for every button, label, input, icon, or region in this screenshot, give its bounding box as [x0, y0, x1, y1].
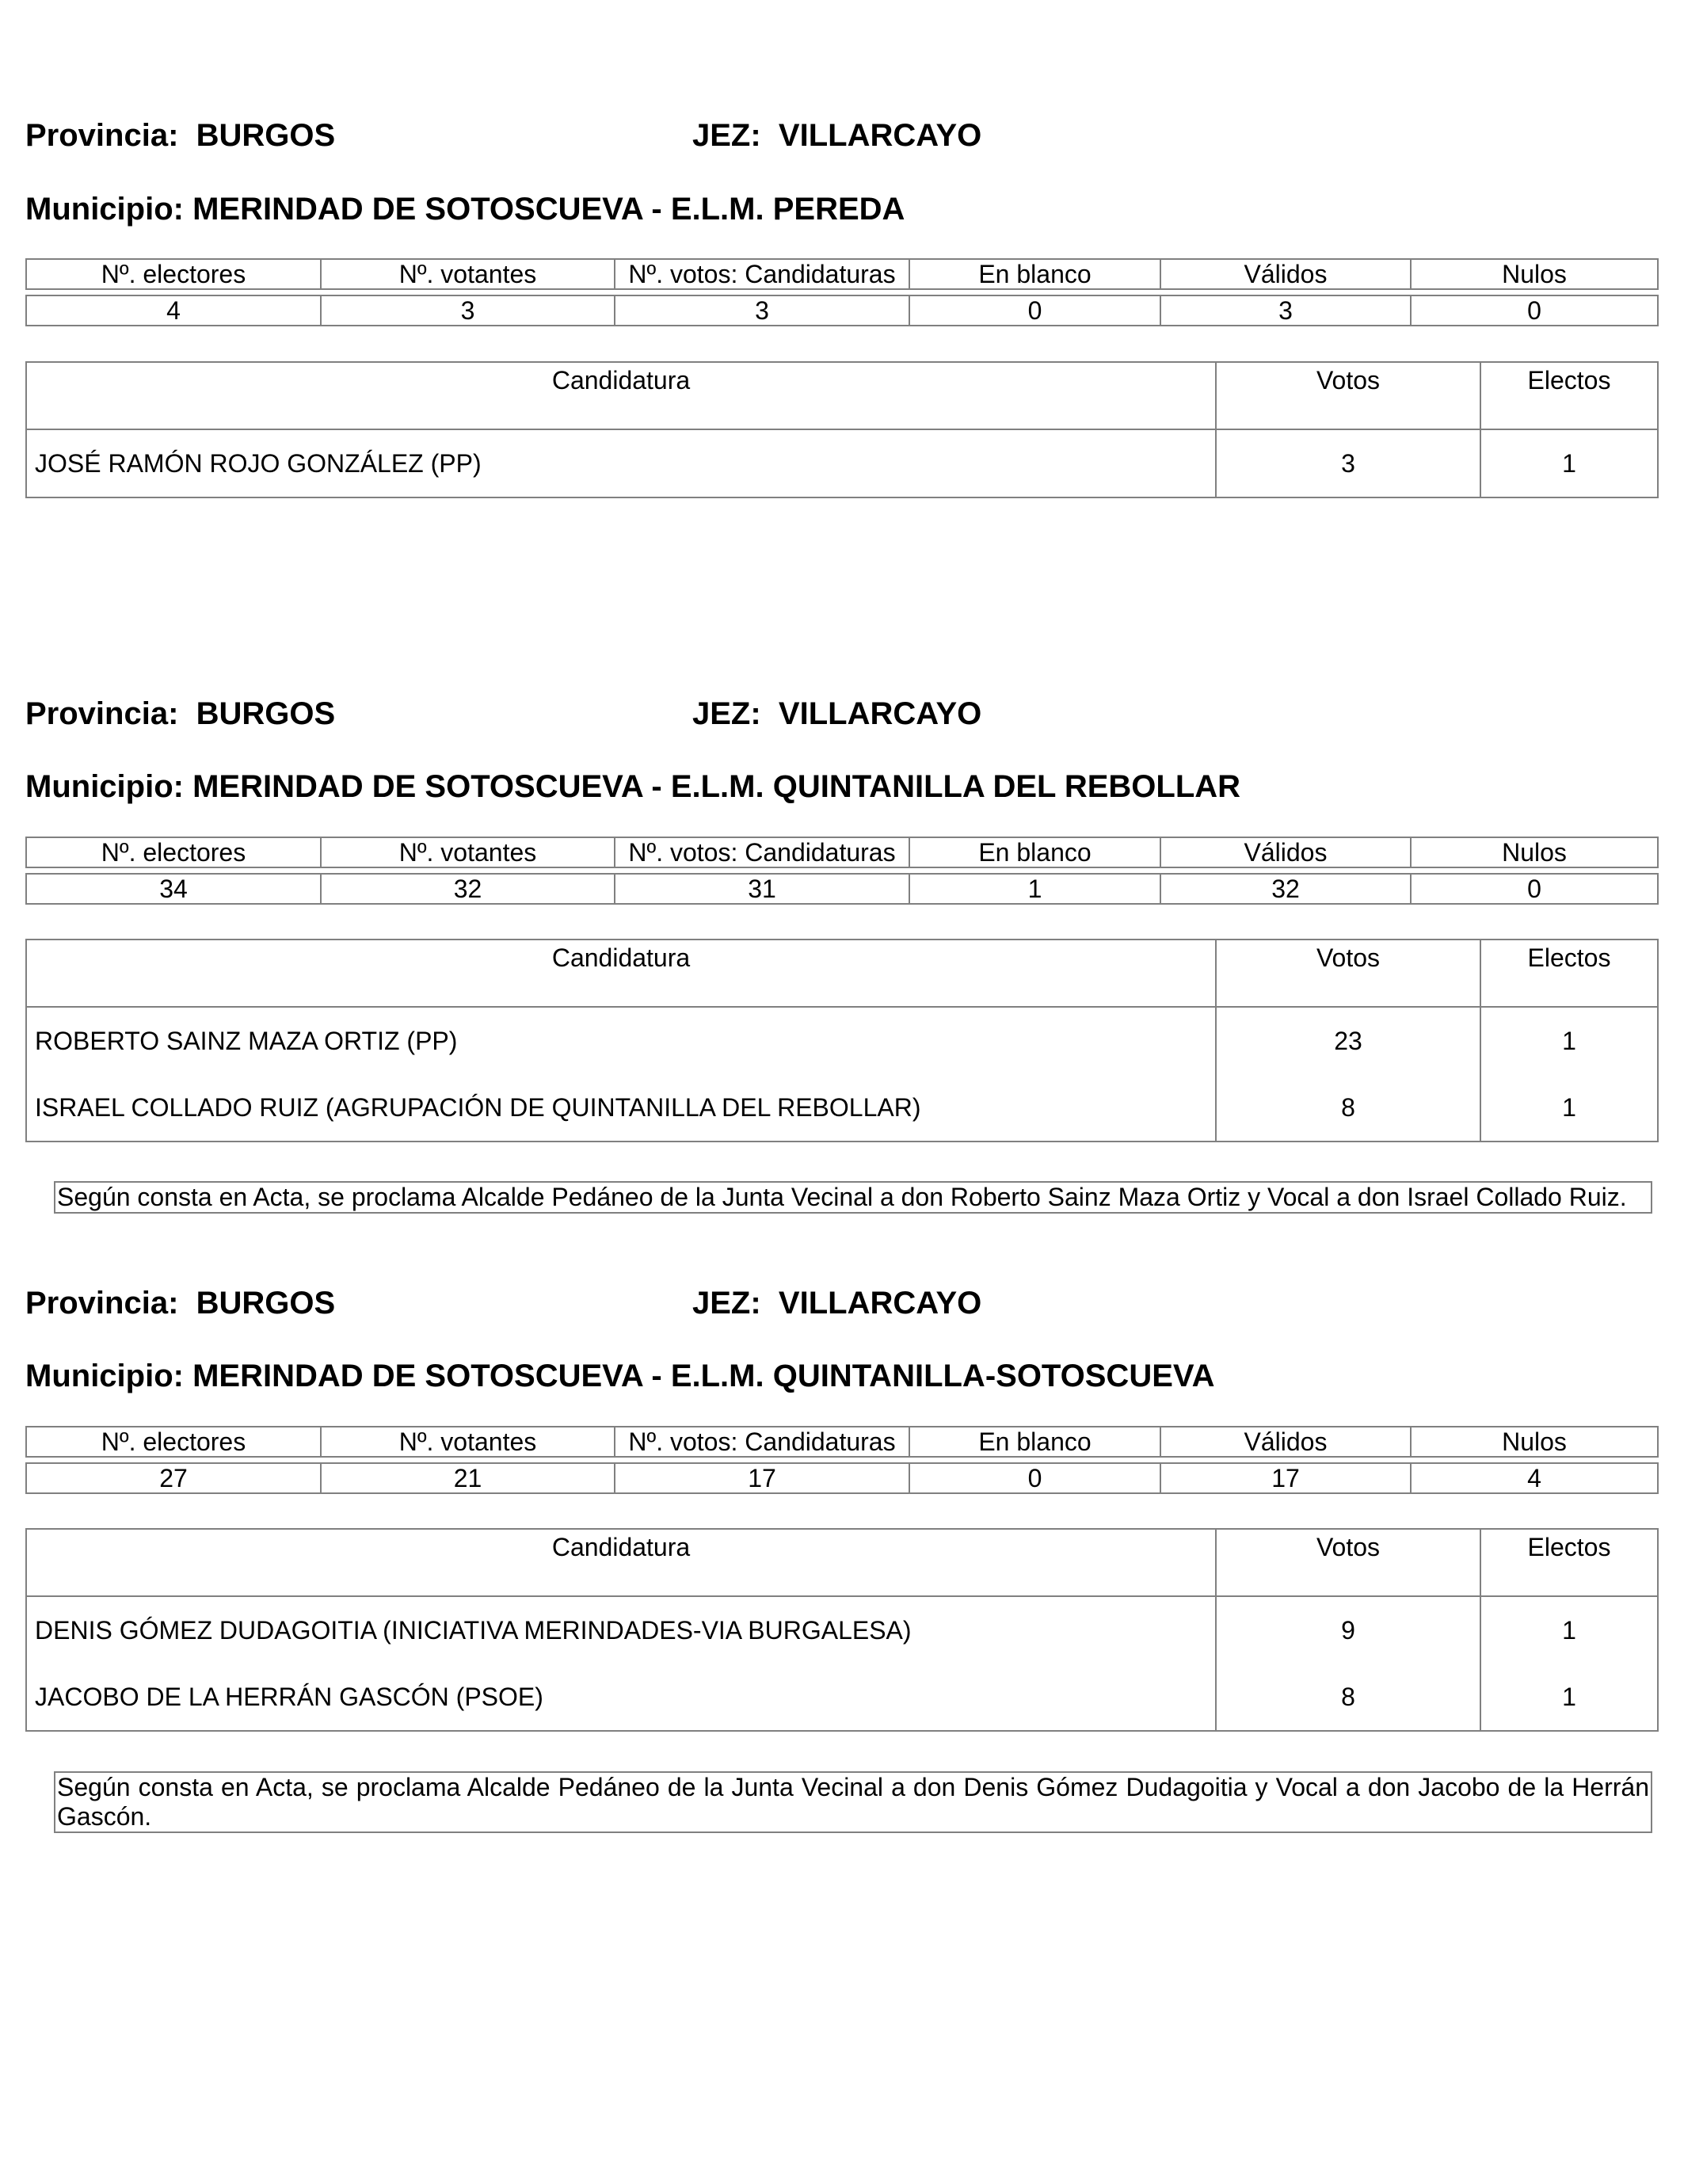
candidate-name: JOSÉ RAMÓN ROJO GONZÁLEZ (PP) [26, 429, 1216, 497]
jez: JEZ: VILLARCAYO [692, 118, 982, 153]
jez: JEZ: VILLARCAYO [692, 1286, 982, 1321]
stat-header: Válidos [1160, 259, 1411, 289]
proclamation-note: Según consta en Acta, se proclama Alcalde Pedáneo de la Junta Vecinal a don Denis Gómez Dudagoitia y Vocal a don Jacobo de la Herrán Gascón. [54, 1771, 1652, 1833]
candidate-electos: 1 [1480, 1664, 1658, 1731]
stat-header: Nulos [1411, 1427, 1658, 1457]
candidates-header-row [26, 940, 1658, 1007]
candidates-table [25, 939, 1659, 1142]
candidate-row [26, 1596, 1658, 1664]
stat-header: Nº. electores [26, 259, 321, 289]
stats-table [25, 1426, 1659, 1494]
candidatura-header: Candidatura [26, 362, 1216, 429]
stat-header: Nº. votantes [321, 1427, 615, 1457]
stat-value: 34 [26, 874, 321, 904]
electos-header: Electos [1480, 362, 1658, 429]
candidate-electos: 1 [1480, 1596, 1658, 1664]
municipio-title: Municipio: MERINDAD DE SOTOSCUEVA - E.L.M. PEREDA [25, 192, 905, 227]
stats-header-row [26, 259, 1658, 289]
jez: JEZ: VILLARCAYO [692, 696, 982, 731]
candidates-header-row [26, 362, 1658, 429]
votos-header: Votos [1216, 362, 1480, 429]
candidate-name: DENIS GÓMEZ DUDAGOITIA (INICIATIVA MERINDADES-VIA BURGALESA) [26, 1596, 1216, 1664]
candidate-electos: 1 [1480, 1007, 1658, 1074]
candidate-votos: 3 [1216, 429, 1480, 497]
candidate-row [26, 1664, 1658, 1731]
stat-value: 4 [1411, 1463, 1658, 1493]
stats-header-row [26, 1427, 1658, 1457]
stat-value: 17 [1160, 1463, 1411, 1493]
votos-header: Votos [1216, 940, 1480, 1007]
stat-value: 3 [1160, 295, 1411, 326]
stat-header: Nº. votantes [321, 259, 615, 289]
candidatura-header: Candidatura [26, 940, 1216, 1007]
electos-header: Electos [1480, 940, 1658, 1007]
candidate-votos: 8 [1216, 1074, 1480, 1142]
stat-header: Nulos [1411, 259, 1658, 289]
stat-header: Nº. votos: Candidaturas [615, 1427, 909, 1457]
stats-header-row [26, 837, 1658, 867]
candidate-name: JACOBO DE LA HERRÁN GASCÓN (PSOE) [26, 1664, 1216, 1731]
stat-value: 0 [1411, 874, 1658, 904]
section-2-header [25, 694, 1657, 734]
municipio-title: Municipio: MERINDAD DE SOTOSCUEVA - E.L.M. QUINTANILLA DEL REBOLLAR [25, 769, 1241, 804]
candidate-votos: 8 [1216, 1664, 1480, 1731]
candidate-electos: 1 [1480, 1074, 1658, 1142]
stat-header: Válidos [1160, 837, 1411, 867]
stat-value: 32 [1160, 874, 1411, 904]
stats-value-row [26, 1463, 1658, 1493]
stat-header: En blanco [909, 1427, 1160, 1457]
stats-value-row [26, 295, 1658, 326]
section-1-header [25, 116, 1657, 155]
candidate-votos: 9 [1216, 1596, 1480, 1664]
stat-value: 4 [26, 295, 321, 326]
stat-header: Nº. votantes [321, 837, 615, 867]
candidates-table [25, 361, 1659, 498]
stat-header: Válidos [1160, 1427, 1411, 1457]
provincia: Provincia: BURGOS [25, 1286, 336, 1321]
electos-header: Electos [1480, 1529, 1658, 1596]
stat-value: 1 [909, 874, 1160, 904]
stat-value: 0 [909, 295, 1160, 326]
stat-value: 32 [321, 874, 615, 904]
stat-value: 21 [321, 1463, 615, 1493]
stat-header: Nulos [1411, 837, 1658, 867]
stat-header: En blanco [909, 259, 1160, 289]
candidate-electos: 1 [1480, 429, 1658, 497]
stats-table [25, 837, 1659, 905]
candidatura-header: Candidatura [26, 1529, 1216, 1596]
proclamation-note: Según consta en Acta, se proclama Alcalde Pedáneo de la Junta Vecinal a don Roberto Sainz Maza Ortiz y Vocal a don Israel Collado Ruiz. [54, 1181, 1652, 1214]
stats-table [25, 258, 1659, 326]
section-3-header [25, 1283, 1657, 1323]
stat-header: Nº. electores [26, 837, 321, 867]
candidate-row [26, 429, 1658, 497]
stat-value: 3 [321, 295, 615, 326]
candidate-name: ISRAEL COLLADO RUIZ (AGRUPACIÓN DE QUINTANILLA DEL REBOLLAR) [26, 1074, 1216, 1142]
candidates-header-row [26, 1529, 1658, 1596]
votos-header: Votos [1216, 1529, 1480, 1596]
stats-value-row [26, 874, 1658, 904]
stat-header: Nº. votos: Candidaturas [615, 259, 909, 289]
stat-value: 31 [615, 874, 909, 904]
stat-header: Nº. electores [26, 1427, 321, 1457]
municipio-title: Municipio: MERINDAD DE SOTOSCUEVA - E.L.M. QUINTANILLA-SOTOSCUEVA [25, 1359, 1215, 1393]
stat-value: 17 [615, 1463, 909, 1493]
candidate-row [26, 1074, 1658, 1142]
stat-value: 27 [26, 1463, 321, 1493]
candidate-row [26, 1007, 1658, 1074]
provincia: Provincia: BURGOS [25, 696, 336, 731]
stat-header: En blanco [909, 837, 1160, 867]
candidate-votos: 23 [1216, 1007, 1480, 1074]
stat-value: 0 [1411, 295, 1658, 326]
candidate-name: ROBERTO SAINZ MAZA ORTIZ (PP) [26, 1007, 1216, 1074]
provincia: Provincia: BURGOS [25, 118, 336, 153]
stat-value: 0 [909, 1463, 1160, 1493]
stat-header: Nº. votos: Candidaturas [615, 837, 909, 867]
stat-value: 3 [615, 295, 909, 326]
candidates-table [25, 1528, 1659, 1732]
